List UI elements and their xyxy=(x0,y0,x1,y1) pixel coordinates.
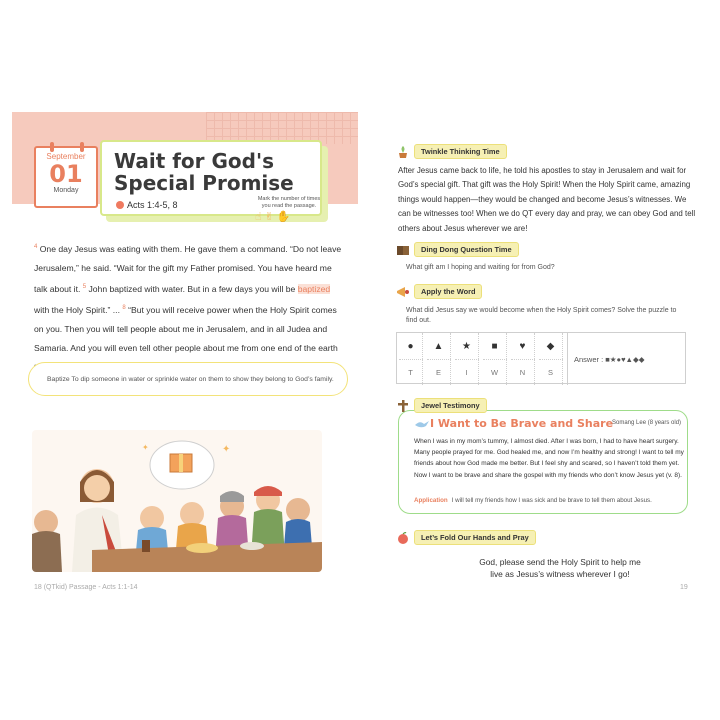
verse-number: 4 xyxy=(34,244,38,250)
jesus-face-front xyxy=(84,475,110,501)
prayer-section-header xyxy=(396,530,536,545)
answer-label: Answer : xyxy=(574,354,604,364)
puzzle-symbol: ★ xyxy=(455,333,479,359)
cup xyxy=(142,540,150,552)
twinkle-section-header xyxy=(396,144,507,159)
calendar-weekday: Monday xyxy=(53,187,79,194)
puzzle-symbol: ▲ xyxy=(427,333,451,359)
application-line xyxy=(414,497,652,504)
puzzle-symbol: ● xyxy=(399,333,423,359)
verse-number: 5 xyxy=(82,283,87,290)
answer-symbols: ■★●♥▲◆◆ xyxy=(605,354,645,364)
symbol-puzzle xyxy=(396,332,686,384)
verse-text: One day Jesus was eating with them. He gave them a command. “Do not leave Jerusalem,” he said. “Wait for the gift my Father promised. You have heard me talk about it. xyxy=(34,243,342,294)
calendar-day: 01 xyxy=(49,160,83,188)
verse-text: John baptized with water. But in a few days you will be xyxy=(88,283,298,294)
verse-text: “But you will receive power when the Holy Spirit comes on you. Then you will tell people about me in Jerusalem, and in all Judea and Samaria. And you will even tell other people about me from one end of the earth xyxy=(34,304,338,353)
read-count-instruction: Mark the number of times you read the passage. xyxy=(257,196,321,209)
dingdong-question: What gift am I hoping and waiting for from God? xyxy=(406,264,555,271)
bible-icon xyxy=(116,201,124,209)
bread-plate xyxy=(186,543,218,553)
right-page-number: 19 xyxy=(680,584,688,591)
puzzle-letter: N xyxy=(511,359,535,385)
title-line-1: Wait for God's xyxy=(114,149,274,173)
calendar-ring xyxy=(50,142,54,152)
letsfold-label: Let’s Fold Our Hands and Pray xyxy=(414,530,536,545)
dove-icon xyxy=(414,418,430,430)
testimony-title: I Want to Be Brave and Share xyxy=(430,417,614,430)
horn-icon xyxy=(396,285,410,299)
verse-number: 8 xyxy=(122,304,126,311)
page-title xyxy=(114,150,314,194)
apply-section-header xyxy=(396,284,482,299)
verse-text: with the Holy Spirit.” ... xyxy=(34,304,123,315)
calendar-ring xyxy=(80,142,84,152)
testimony-author: Somang Lee (8 years old) xyxy=(612,420,682,426)
book-icon xyxy=(396,243,410,257)
gift-ribbon xyxy=(179,454,183,472)
one-finger-icon[interactable]: ☝ xyxy=(255,211,265,223)
apply-label: Apply the Word xyxy=(414,284,482,299)
apply-question: What did Jesus say we would become when the Holy Spirit comes? Solve the puzzle to find out. xyxy=(406,307,677,324)
testimony-text: When I was in my mom’s tummy, I almost died. After I was born, I had to have heart surgery. Many people prayed for me. God healed me, and now I’m healthy and strong! I want to tell my friends about how God made me better. But I feel shy and scared, so I haven’t told them yet. Now I want to be brave and share the gospel with my friends who don’t know Jesus yet (v. 8). xyxy=(414,438,684,479)
plate xyxy=(240,542,264,550)
application-label: Application xyxy=(414,497,448,504)
disciple-face xyxy=(140,506,164,530)
calendar-month: September xyxy=(46,152,86,161)
dingdong-section-header xyxy=(396,242,519,257)
puzzle-answer xyxy=(567,333,687,385)
puzzle-letter: I xyxy=(455,359,479,385)
jewel-label: Jewel Testimony xyxy=(414,398,487,413)
puzzle-symbol: ■ xyxy=(483,333,507,359)
puzzle-letter: E xyxy=(427,359,451,385)
prayer-line-2: live as Jesus’s witness wherever I go! xyxy=(490,569,630,579)
left-page-footer: 18 (QTkid) Passage - Acts 1:1-14 xyxy=(34,584,138,591)
definition-box: Baptize To dip someone in water or sprinkle water on them to show they belong to God’s family. xyxy=(28,362,348,396)
dingdong-label: Ding Dong Question Time xyxy=(414,242,519,257)
highlighted-word[interactable]: baptized xyxy=(297,283,331,294)
illustration-last-supper xyxy=(32,430,322,572)
puzzle-letter: T xyxy=(399,359,423,385)
prayer-text xyxy=(440,556,680,580)
puzzle-symbol: ♥ xyxy=(511,333,535,359)
application-text: I will tell my friends how I was sick and be brave to tell them about Jesus. xyxy=(451,497,652,504)
puzzle-symbol: ◆ xyxy=(539,333,563,359)
disciple-face xyxy=(180,502,204,526)
date-calendar xyxy=(34,146,98,208)
sparkle-icon: ✦ xyxy=(222,444,231,455)
apple-icon xyxy=(396,531,410,545)
jewel-section-header xyxy=(396,398,487,413)
passage-reference xyxy=(116,200,178,210)
prayer-line-1: God, please send the Holy Spirit to help me xyxy=(479,557,641,567)
plant-pot-icon xyxy=(396,145,410,159)
twinkle-label: Twinkle Thinking Time xyxy=(414,144,507,159)
sparkle-icon: ✦ xyxy=(142,443,149,452)
passage-text: Acts 1:4-5, 8 xyxy=(127,200,178,210)
disciple-robe xyxy=(32,531,62,572)
read-count-hands[interactable] xyxy=(255,210,294,223)
twinkle-text: After Jesus came back to life, he told his apostles to stay in Jerusalem and wait for God’s special gift. That gift was the Holy Spirit! When the Holy Spirit came, amazing things would happen—they would be changed and become Jesus’s witnesses. We can be witnesses too! When we do QT every day and pray, we can obey God and tell others about Jesus wherever we are! xyxy=(398,166,696,233)
puzzle-letter: S xyxy=(539,359,563,385)
scripture-passage xyxy=(34,238,344,377)
two-finger-icon[interactable]: ✌ xyxy=(264,211,277,223)
puzzle-letter: W xyxy=(483,359,507,385)
disciple-face xyxy=(34,510,58,534)
title-line-2: Special Promise xyxy=(114,171,294,195)
three-finger-icon[interactable]: ✋ xyxy=(276,211,294,223)
disciple-face xyxy=(286,498,310,522)
cross-icon xyxy=(396,399,410,413)
